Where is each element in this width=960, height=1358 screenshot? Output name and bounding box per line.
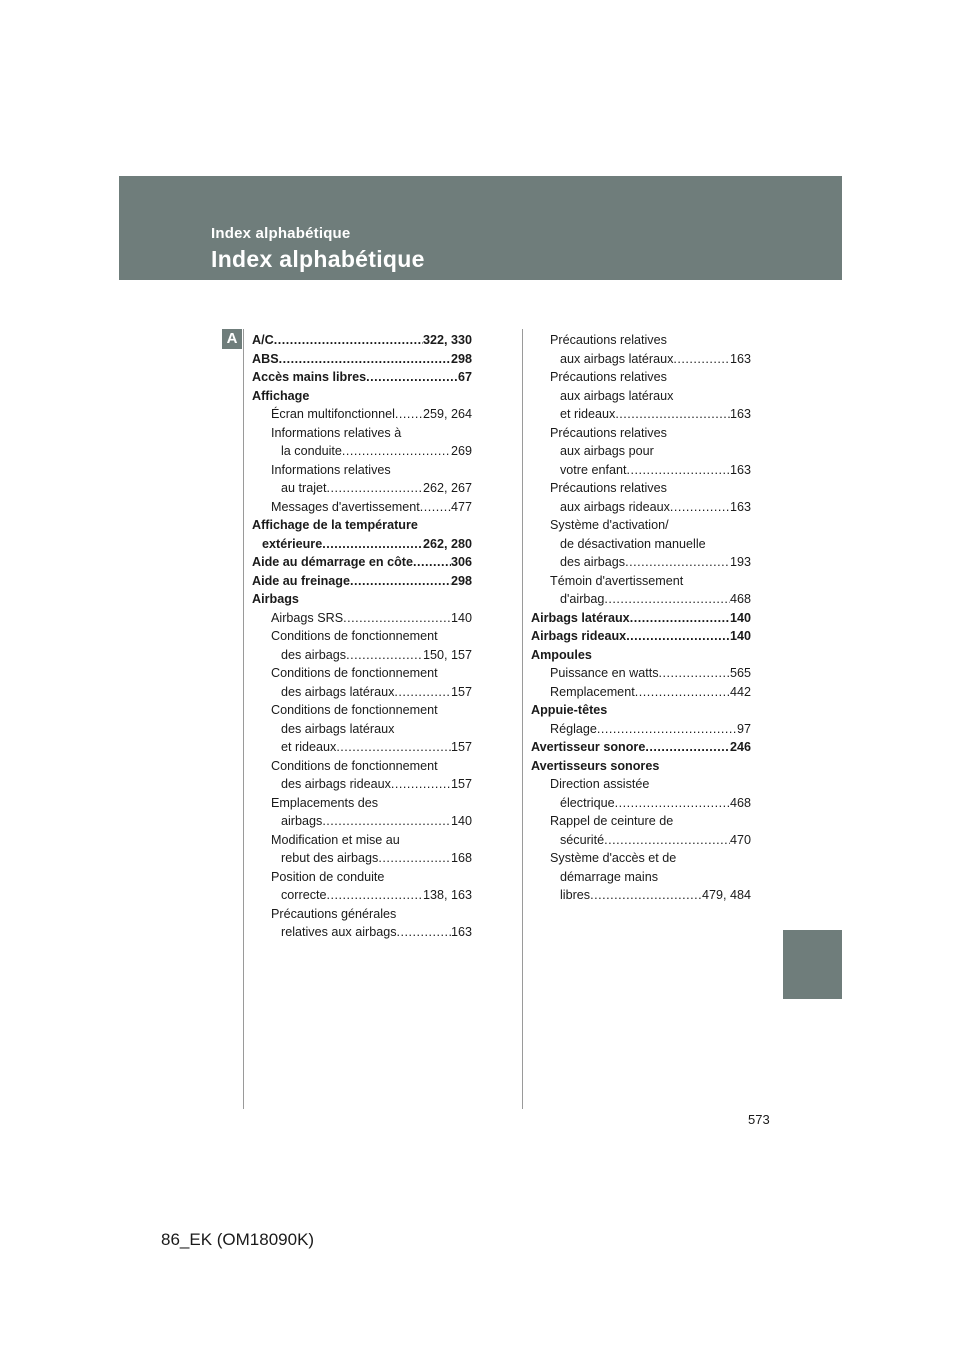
index-entry-page: 262, 280 (422, 536, 472, 551)
index-entry-term: Ampoules (531, 647, 592, 662)
index-entry-term: des airbags latéraux (281, 721, 395, 736)
index-entry (252, 849, 472, 868)
index-entry-term: correcte (281, 888, 327, 902)
leader-dots (342, 442, 451, 461)
leader-dots (630, 609, 730, 628)
index-entry (252, 442, 472, 461)
index-entry (252, 387, 472, 406)
index-entry-page: 140 (450, 814, 472, 828)
index-entry-term: Messages d'avertissement (271, 499, 420, 514)
index-entry-term: Système d'accès et de (550, 851, 677, 865)
index-entry (531, 886, 751, 905)
index-entry-term: Appuie-têtes (531, 703, 608, 717)
index-entry-term: Système d'activation/ (550, 518, 669, 532)
index-entry-page: 262, 267 (422, 481, 472, 495)
index-column-left (252, 331, 472, 942)
index-entry-page: 163 (729, 351, 751, 366)
index-entry (531, 590, 751, 609)
index-entry-term: Aide au démarrage en côte (252, 555, 413, 569)
index-entry (252, 886, 472, 905)
index-entry-term: Conditions de fonctionnement (271, 703, 438, 717)
index-entry (252, 923, 472, 942)
index-entry-term: Rappel de ceinture de (550, 814, 674, 828)
index-entry-page: 479, 484 (701, 888, 751, 902)
index-entry-page: 193 (729, 555, 751, 569)
section-letter-badge: A (222, 329, 242, 349)
index-entry-term: Direction assistée (550, 777, 650, 791)
index-entry (531, 627, 751, 646)
index-entry (252, 831, 472, 850)
index-entry (531, 331, 751, 350)
column-divider-left (243, 329, 244, 1109)
leader-dots (645, 738, 730, 757)
index-entry-term: Remplacement (550, 684, 635, 699)
index-entry-term: la conduite (281, 444, 342, 458)
index-entry-term: des airbags (560, 555, 626, 569)
index-entry (531, 720, 751, 739)
index-entry-page: 306 (450, 555, 472, 569)
header-subtitle: Index alphabétique (211, 225, 351, 242)
index-entry (531, 461, 751, 480)
index-entry (531, 442, 751, 461)
index-entry-term: Airbags SRS (271, 610, 344, 625)
index-entry-page: 163 (729, 462, 751, 477)
index-entry-term: des airbags latéraux (281, 684, 395, 699)
index-entry-page: 157 (450, 684, 472, 699)
leader-dots (670, 498, 730, 517)
index-entry (252, 535, 472, 554)
index-entry (252, 627, 472, 646)
index-entry (531, 812, 751, 831)
index-entry (531, 664, 751, 683)
index-entry-term: airbags (281, 814, 323, 828)
index-entry-term: aux airbags rideaux (560, 499, 670, 514)
index-entry-term: Réglage (550, 721, 597, 736)
index-entry-term: Conditions de fonctionnement (271, 629, 438, 643)
index-entry-term: Airbags rideaux (531, 629, 627, 643)
index-entry-page: 468 (729, 795, 751, 810)
leader-dots (673, 350, 730, 369)
column-divider-middle (522, 329, 523, 1109)
section-header (119, 176, 842, 280)
index-entry (531, 479, 751, 498)
index-entry-page: 298 (450, 351, 472, 366)
leader-dots (597, 720, 737, 739)
leader-dots (327, 479, 423, 498)
leader-dots (413, 553, 451, 572)
index-entry-page: 140 (729, 629, 751, 643)
index-entry (252, 590, 472, 609)
leader-dots (343, 609, 451, 628)
index-entry-term: et rideaux (560, 407, 616, 421)
index-entry (252, 701, 472, 720)
index-entry (531, 424, 751, 443)
index-entry-page: 140 (729, 610, 751, 625)
leader-dots (615, 405, 730, 424)
index-entry (531, 757, 751, 776)
leader-dots (604, 831, 730, 850)
index-entry-page: 97 (736, 721, 751, 736)
index-entry-term: Précautions relatives (550, 370, 667, 384)
index-entry (531, 609, 751, 628)
index-entry (531, 405, 751, 424)
index-entry (252, 905, 472, 924)
index-entry (252, 553, 472, 572)
index-entry (531, 683, 751, 702)
index-entry-term: aux airbags pour (560, 444, 654, 458)
index-entry (531, 535, 751, 554)
index-entry (252, 350, 472, 369)
leader-dots (378, 849, 451, 868)
leader-dots (391, 775, 451, 794)
leader-dots (420, 498, 451, 517)
index-entry (252, 331, 472, 350)
index-entry-term: démarrage mains (560, 869, 658, 884)
index-entry (531, 368, 751, 387)
index-entry-term: Avertisseur sonore (531, 740, 646, 754)
index-entry-page: 163 (450, 925, 472, 939)
index-entry-page: 259, 264 (422, 407, 472, 421)
leader-dots (327, 886, 423, 905)
index-entry-term: Aide au freinage (252, 573, 350, 588)
index-entry-page: 157 (450, 777, 472, 791)
index-entry (252, 757, 472, 776)
index-entry-page: 163 (729, 499, 751, 514)
index-entry-term: relatives aux airbags (281, 925, 397, 939)
index-entry-term: des airbags (281, 647, 347, 662)
index-entry-term: Précautions relatives (550, 481, 667, 495)
index-entry-term: rebut des airbags (281, 851, 379, 865)
index-entry-term: Conditions de fonctionnement (271, 666, 438, 680)
leader-dots (322, 535, 423, 554)
index-entry-term: Airbags (252, 592, 299, 606)
index-entry (531, 738, 751, 757)
page-title: Index alphabétique (211, 246, 425, 272)
index-entry (252, 609, 472, 628)
page-number: 573 (748, 1112, 770, 1127)
index-entry-page: 163 (729, 407, 751, 421)
index-entry (531, 350, 751, 369)
index-entry (252, 794, 472, 813)
leader-dots (627, 461, 730, 480)
index-entry (531, 646, 751, 665)
index-entry (252, 683, 472, 702)
index-entry-page: 468 (729, 592, 751, 606)
index-entry-page: 168 (450, 851, 472, 865)
leader-dots (346, 646, 423, 665)
index-entry-term: Précautions relatives (550, 425, 667, 440)
index-entry-term: Écran multifonctionnel (271, 407, 395, 421)
index-entry-term: Conditions de fonctionnement (271, 758, 438, 773)
index-entry-term: d'airbag (560, 592, 605, 606)
index-entry-page: 442 (729, 684, 751, 699)
index-entry-page: 477 (450, 499, 472, 514)
index-entry-term: Précautions générales (271, 906, 397, 921)
index-entry (531, 387, 751, 406)
index-entry (252, 720, 472, 739)
leader-dots (615, 794, 730, 813)
index-entry-term: de désactivation manuelle (560, 536, 706, 551)
index-entry-term: libres (560, 888, 591, 902)
chapter-tab (783, 930, 842, 999)
index-entry-page: 67 (457, 370, 472, 384)
index-entry-term: votre enfant (560, 462, 627, 477)
index-entry (531, 572, 751, 591)
index-column-right (531, 331, 751, 905)
leader-dots (366, 368, 458, 387)
index-entry (531, 849, 751, 868)
leader-dots (397, 923, 451, 942)
index-entry-term: Airbags latéraux (531, 610, 630, 625)
index-entry-term: Position de conduite (271, 869, 385, 884)
index-entry-term: aux airbags latéraux (560, 351, 674, 366)
index-entry-term: Emplacements des (271, 795, 379, 810)
index-entry-term: Témoin d'avertissement (550, 573, 684, 588)
index-entry (252, 498, 472, 517)
index-entry-page: 138, 163 (422, 888, 472, 902)
leader-dots (659, 664, 730, 683)
index-entry-page: 470 (729, 832, 751, 847)
index-entry-term: et rideaux (281, 740, 337, 754)
index-entry (252, 479, 472, 498)
index-entry-term: Accès mains libres (252, 370, 367, 384)
index-entry-term: Affichage (252, 388, 310, 403)
index-entry-term: A/C (252, 333, 274, 347)
index-entry (252, 812, 472, 831)
leader-dots (274, 331, 423, 350)
index-entry-term: au trajet (281, 481, 327, 495)
index-entry (531, 831, 751, 850)
index-entry-page: 140 (450, 610, 472, 625)
index-entry (531, 775, 751, 794)
index-entry-page: 322, 330 (422, 333, 472, 347)
index-entry (252, 664, 472, 683)
index-entry-term: Informations relatives à (271, 425, 402, 440)
leader-dots (635, 683, 730, 702)
index-entry-page: 298 (450, 573, 472, 588)
leader-dots (279, 350, 451, 369)
index-entry (531, 701, 751, 720)
index-entry-term: Puissance en watts (550, 666, 659, 680)
index-entry-term: aux airbags latéraux (560, 388, 674, 403)
index-entry-term: Informations relatives (271, 462, 391, 477)
index-entry (531, 553, 751, 572)
index-entry (252, 646, 472, 665)
index-entry (252, 516, 472, 535)
leader-dots (395, 405, 423, 424)
index-entry (531, 868, 751, 887)
leader-dots (604, 590, 730, 609)
leader-dots (350, 572, 451, 591)
index-entry-term: Précautions relatives (550, 333, 667, 347)
index-entry-term: des airbags rideaux (281, 777, 391, 791)
document-code: 86_EK (OM18090K) (161, 1230, 315, 1249)
index-entry (531, 498, 751, 517)
index-entry-page: 565 (729, 666, 751, 680)
index-entry (531, 794, 751, 813)
leader-dots (336, 738, 451, 757)
index-entry (252, 738, 472, 757)
index-entry-term: sécurité (560, 832, 605, 847)
index-entry (252, 775, 472, 794)
index-entry (252, 572, 472, 591)
index-entry (252, 868, 472, 887)
index-entry-page: 157 (450, 740, 472, 754)
leader-dots (625, 553, 730, 572)
index-entry-term: électrique (560, 795, 615, 810)
index-entry-term: Affichage de la température (252, 518, 418, 532)
index-entry-page: 150, 157 (422, 647, 472, 662)
leader-dots (394, 683, 451, 702)
index-entry-term: ABS (252, 351, 279, 366)
index-entry-page: 269 (450, 444, 472, 458)
index-entry-term: Modification et mise au (271, 832, 400, 847)
index-entry (252, 368, 472, 387)
index-entry (252, 405, 472, 424)
index-entry (252, 424, 472, 443)
index-entry-page: 246 (729, 740, 751, 754)
leader-dots (590, 886, 702, 905)
leader-dots (626, 627, 730, 646)
index-entry-term: extérieure (262, 536, 323, 551)
index-entry (531, 516, 751, 535)
index-entry (252, 461, 472, 480)
leader-dots (322, 812, 451, 831)
index-entry-term: Avertisseurs sonores (531, 758, 660, 773)
